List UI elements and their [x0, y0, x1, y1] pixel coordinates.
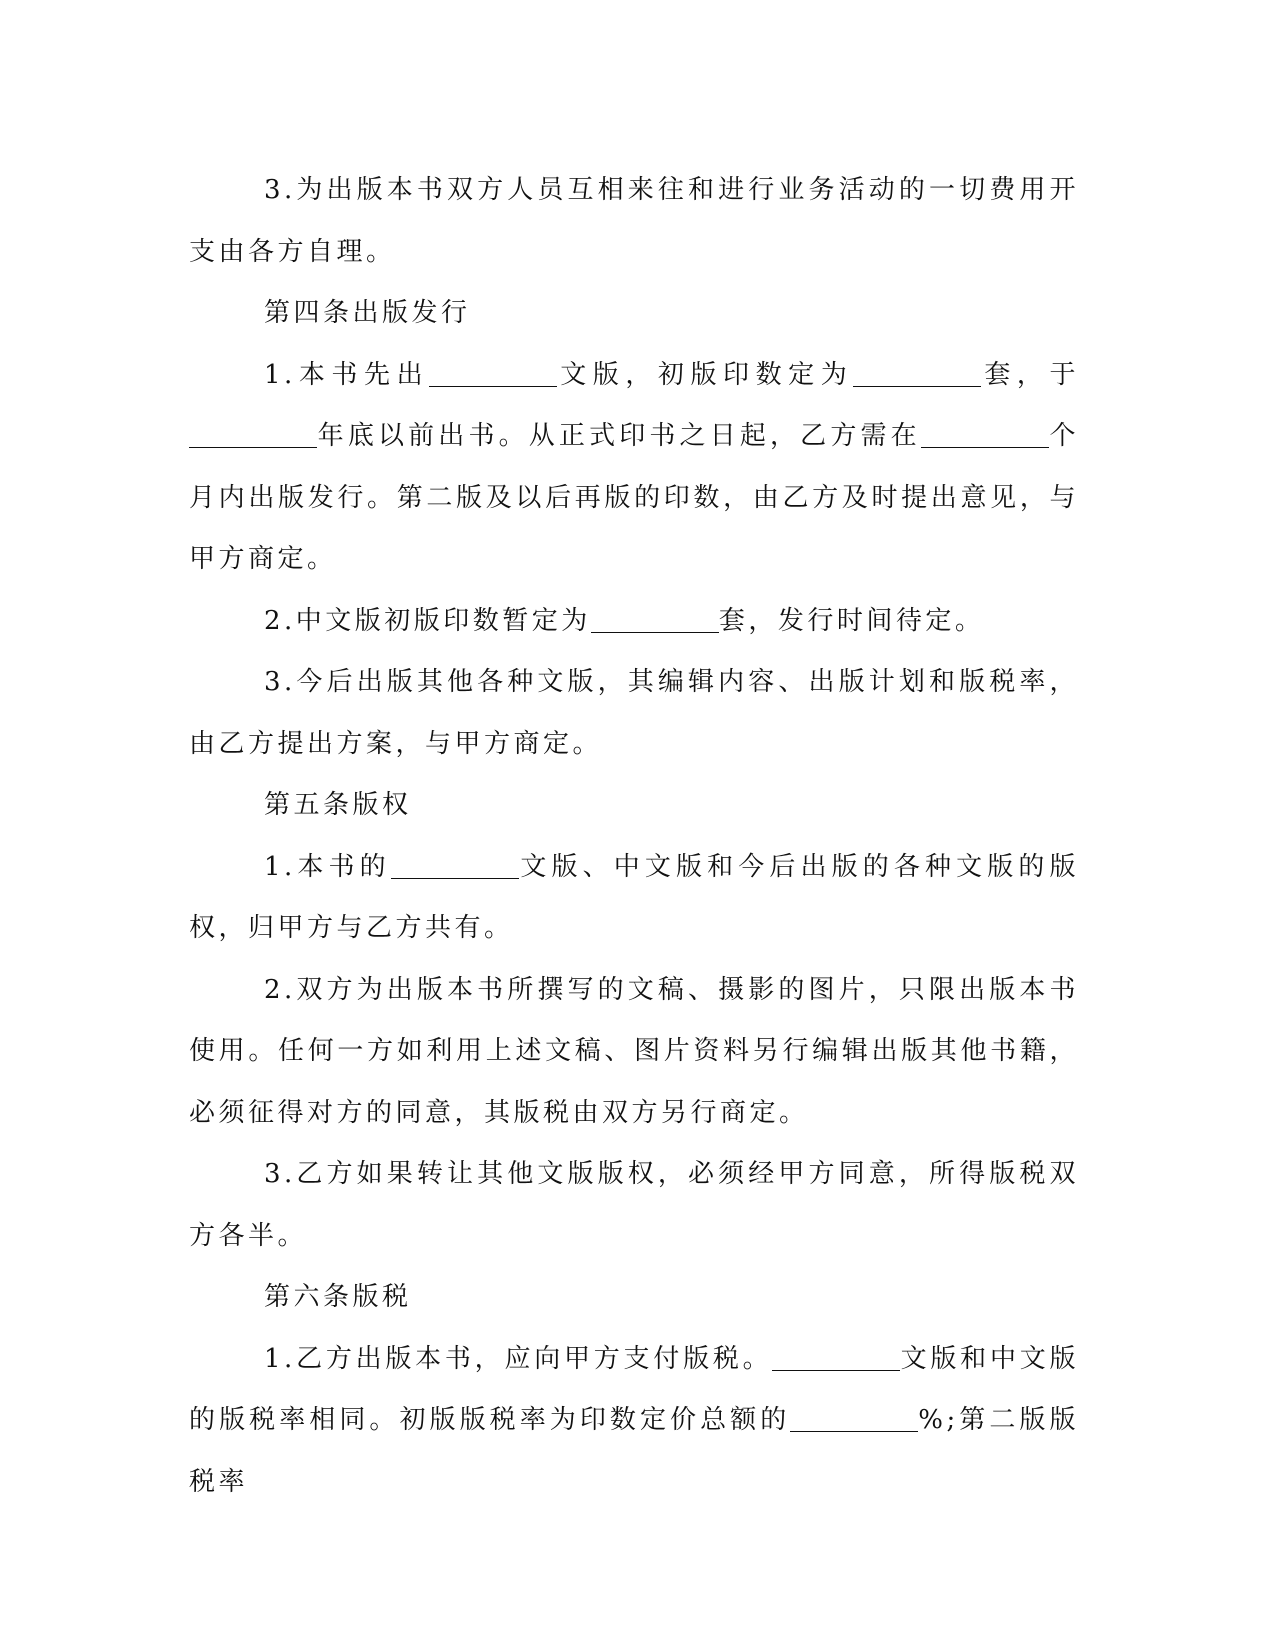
text-segment: 1.本书先出 [264, 359, 430, 390]
text-segment: 2.双方为出版本书所撰写的文稿、摄影的图片，只限出版本书使用。任何一方如利用上述文稿、图片资料另行编辑出版其他书籍，必须征得对方的同意，其版税由双方另行商定。 [189, 974, 1079, 1128]
text-segment: 3.今后出版其他各种文版，其编辑内容、出版计划和版税率，由乙方提出方案，与甲方商定。 [189, 667, 1079, 759]
article-heading-royalty [189, 1267, 1079, 1329]
text-segment: 1.乙方出版本书，应向甲方支付版税。 [264, 1343, 773, 1374]
blank-chinese-print-count[interactable] [591, 606, 719, 633]
paragraph-expenses [189, 160, 1079, 283]
text-segment: 文版和中文版的版税率相同。初版版税率为印数定价总额的 [189, 1343, 1079, 1435]
contract-body [189, 160, 1079, 1513]
paragraph-other-editions [189, 652, 1079, 775]
paragraph-royalty-rate [189, 1329, 1079, 1514]
blank-language[interactable] [429, 360, 557, 387]
article-heading-publishing [189, 283, 1079, 345]
text-segment: 1.本书的 [264, 851, 391, 882]
paragraph-copyright-ownership [189, 837, 1079, 960]
paragraph-text: 3.为出版本书双方人员互相来往和进行业务活动的一切费用开支由各方自理。 [189, 175, 1079, 267]
text-segment: 套，发行时间待定。 [718, 605, 985, 636]
paragraph-transfer [189, 1144, 1079, 1267]
blank-year[interactable] [189, 421, 317, 448]
text-segment: 套，于 [981, 359, 1079, 390]
text-segment: 3.乙方如果转让其他文版版权，必须经甲方同意，所得版税双方各半。 [189, 1159, 1079, 1251]
heading-text: 第四条出版发行 [264, 298, 471, 328]
blank-copyright-language[interactable] [391, 852, 519, 879]
text-segment: 2.中文版初版印数暂定为 [264, 605, 591, 636]
paragraph-first-edition [189, 345, 1079, 591]
text-segment: 文版，初版印数定为 [557, 359, 854, 390]
paragraph-manuscripts [189, 960, 1079, 1145]
blank-royalty-percent[interactable] [790, 1405, 918, 1432]
heading-text: 第五条版权 [264, 790, 412, 820]
article-heading-copyright [189, 775, 1079, 837]
blank-print-count[interactable] [853, 360, 981, 387]
blank-royalty-language[interactable] [772, 1344, 900, 1371]
paragraph-chinese-edition [189, 591, 1079, 653]
blank-months[interactable] [921, 421, 1049, 448]
text-segment: 个月内出版发行。第二版及以后再版的印数，由乙方及时提出意见，与甲方商定。 [189, 421, 1079, 574]
text-segment: 年底以前出书。从正式印书之日起，乙方需在 [317, 421, 921, 451]
heading-text: 第六条版税 [264, 1282, 412, 1312]
text-segment: 文版、中文版和今后出版的各种文版的版权，归甲方与乙方共有。 [189, 851, 1079, 943]
text-segment: %;第二版版税率 [189, 1405, 1079, 1497]
